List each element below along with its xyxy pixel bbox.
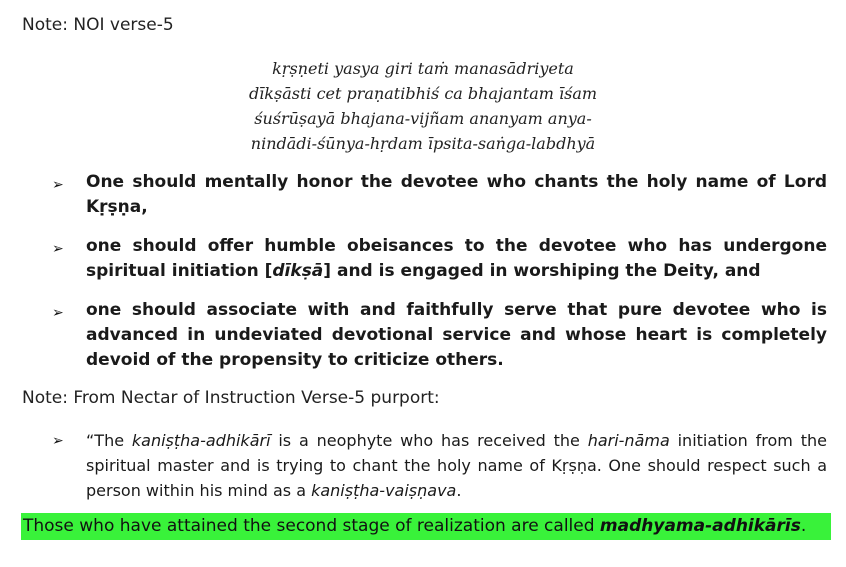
list-item [52,298,827,373]
arrow-bullet-icon: ➢ [52,433,64,449]
translation-list [52,170,827,387]
bullet-text: ] and is engaged in worshiping the Deity, and [323,261,761,281]
list-item [52,428,827,503]
quote-term: kaniṣṭha-adhikārī [131,431,271,450]
quote-text: . [456,481,462,500]
verse-line: nindādi-śūnya-hṛdam īpsita-saṅga-labdhyā [250,134,596,153]
quote-text: is a neophyte who has received the [270,431,588,450]
verse-line: dīkṣāsti cet praṇatibhiś ca bhajantam īśam [248,84,598,103]
bullet-text: One should mentally honor the devotee who chants the holy name of Lord Kṛṣṇa, [86,172,827,217]
verse-line: śuśrūṣayā bhajana-vijñam ananyam anya- [254,109,592,128]
bullet-term: dīkṣā [272,261,324,281]
arrow-bullet-icon: ➢ [52,177,64,193]
arrow-bullet-icon: ➢ [52,241,64,257]
highlight-term: madhyama-adhikārīs [599,516,801,536]
highlight-text: . [800,516,807,536]
note-heading: Note: NOI verse-5 [22,15,174,35]
list-item [52,234,827,284]
quote-text: “The [86,431,132,450]
bullet-text: one should associate with and faithfully serve that pure devotee who is advanced in undeviated devotional service and whose heart is completely devoid of the propensity to criticize others. [86,300,827,370]
note-heading: Note: From Nectar of Instruction Verse-5 purport: [22,388,440,408]
list-item [52,170,827,220]
highlight-text: Those who have attained the second stage of realization are called [23,516,600,536]
quote-term: hari-nāma [587,431,670,450]
highlighted-paragraph [21,513,831,540]
quote-text: initiation from the spiritual master and is trying to chant the holy name of Kṛṣṇa. One should respect such a person within his mind as a [86,431,827,500]
verse-line: kṛṣṇeti yasya giri taṁ manasādriyeta [272,59,574,78]
arrow-bullet-icon: ➢ [52,305,64,321]
purport-list [52,428,827,503]
sanskrit-verse [0,56,846,156]
bullet-text: one should offer humble obeisances to the devotee who has undergone spiritual initiation [ [86,236,827,281]
quote-term: kaniṣṭha-vaiṣṇava [311,481,457,500]
